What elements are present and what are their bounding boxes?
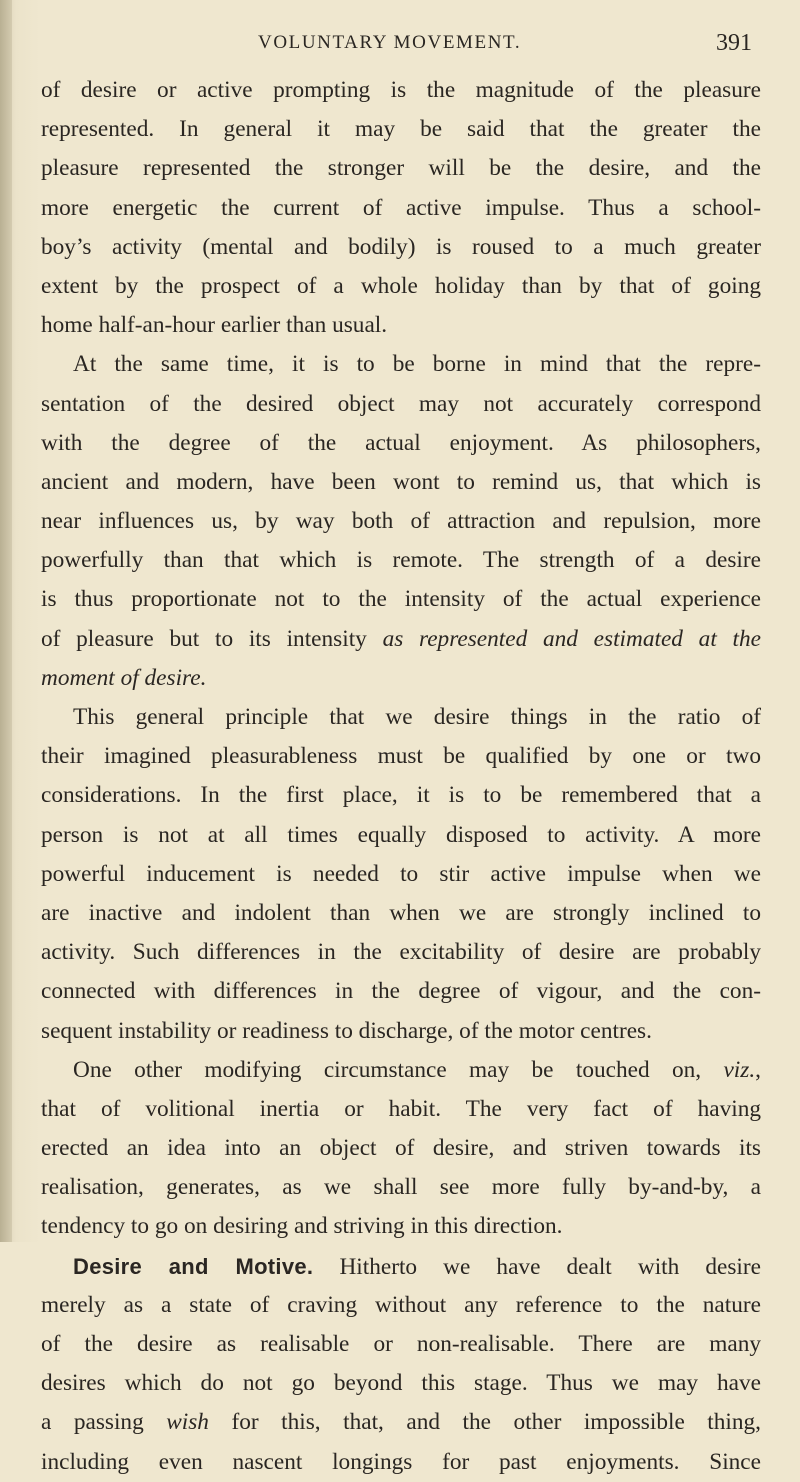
text-line: represented. In general it may be said that the greater the <box>41 116 761 143</box>
text-line <box>41 659 761 698</box>
text-line: powerful inducement is needed to stir active impulse when we <box>41 860 761 887</box>
page-header <box>0 14 800 54</box>
text-line: connected with differences in the degree of vigour, and the con- <box>41 978 761 1005</box>
italic-text: as represented and estimated at the <box>382 625 761 652</box>
text-line: powerfully than that which is remote. The strength of a desire <box>41 547 761 574</box>
text-line: boy’s activity (mental and bodily) is roused to a much greater <box>41 233 761 260</box>
text-line: desires which do not go beyond this stage. Thus we may have <box>41 1370 761 1397</box>
paragraph-start-line: At the same time, it is to be borne in mind that the repre- <box>73 351 761 378</box>
text-line: are inactive and indolent than when we are strongly inclined to <box>41 899 761 926</box>
text-line: that of volitional inertia or habit. The very fact of having <box>41 1095 761 1122</box>
paragraph-start-line: This general principle that we desire things in the ratio of <box>73 704 761 730</box>
text-line: of desire or active prompting is the magnitude of the pleasure <box>41 77 761 103</box>
text-line: is thus proportionate not to the intensity of the actual experience <box>41 586 761 613</box>
page-gutter-shadow <box>0 0 12 1242</box>
running-head: VOLUNTARY MOVEMENT. <box>258 32 522 53</box>
text-line: extent by the prospect of a whole holiday than by that of going <box>41 272 761 299</box>
text-line: pleasure represented the stronger will be the desire, and the <box>41 155 761 182</box>
text-line: sequent instability or readiness to discharge, of the motor centres. <box>41 1017 652 1044</box>
italic-text: viz. <box>723 1056 756 1083</box>
text-line: including even nascent longings for past enjoyments. Since <box>41 1448 761 1475</box>
text-line: of the desire as realisable or non-realisable. There are many <box>41 1331 761 1357</box>
text-line: tendency to go on desiring and striving in this direction. <box>41 1213 563 1240</box>
page-number: 391 <box>716 30 752 56</box>
section-heading: Desire and Motive. <box>73 1253 314 1279</box>
italic-text: wish <box>166 1409 209 1436</box>
text-line: considerations. In the first place, it is to be remembered that a <box>41 782 761 809</box>
italic-text: moment of desire. <box>41 664 207 691</box>
text-line: their imagined pleasurableness must be qualified by one or two <box>41 743 761 770</box>
text-line: more energetic the current of active impulse. Thus a school- <box>41 194 761 221</box>
text-line: realisation, generates, as we shall see more fully by-and-by, a <box>41 1174 761 1201</box>
text-line: merely as a state of craving without any reference to the nature <box>41 1291 761 1318</box>
text-line: of pleasure but to its intensity as represented and estimated at the <box>41 625 761 652</box>
text-line: a passing wish for this, that, and the other impossible thing, <box>41 1409 761 1436</box>
text-line: ancient and modern, have been wont to remind us, that which is <box>41 468 761 495</box>
text-line: erected an idea into an object of desire, and striven towards its <box>41 1135 761 1162</box>
paragraph-start-line: One other modifying circumstance may be touched on, viz., <box>73 1056 761 1083</box>
text-line: person is not at all times equally disposed to activity. A more <box>41 821 761 848</box>
body-text <box>41 71 761 1482</box>
text-line: home half-an-hour earlier than usual. <box>41 312 388 339</box>
text-line: near influences us, by way both of attraction and repulsion, more <box>41 508 761 535</box>
text-line: sentation of the desired object may not accurately correspond <box>41 390 761 417</box>
text-line: with the degree of the actual enjoyment. As philosophers, <box>41 429 761 456</box>
section-heading-line: Desire and Motive. Hitherto we have dealt with desire <box>73 1253 762 1280</box>
text-line: activity. Such differences in the excitability of desire are probably <box>41 939 761 966</box>
